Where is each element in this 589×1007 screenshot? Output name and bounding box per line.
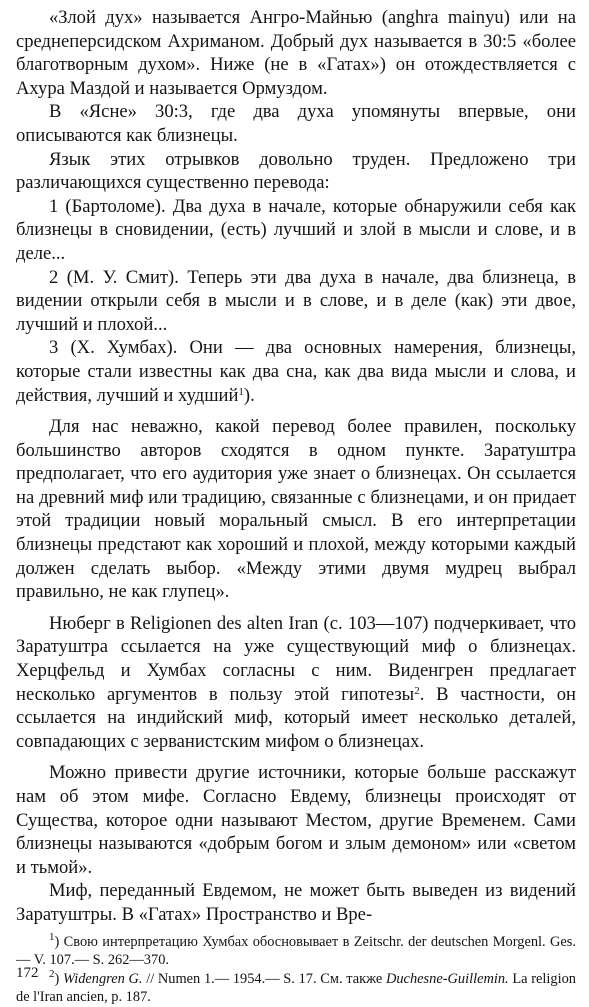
paragraph-nyberg-cont: . В частности, он ссылается на индийский миф, который имеет несколько деталей, совпадающих с зерванистским мифом о близнецах. [16,683,576,752]
translation-3 [16,336,576,407]
footnote-1-mark: 1 [49,930,55,943]
paragraph-3: Язык этих отрывков довольно труден. Предложено три различающихся существенно перевода: [16,148,576,194]
footnote-1: $^1$) Свою интерпретацию Хумбах обосновывает в Zeitschr. der deutschen Morgenl. Ges.— V. 107.— S. 262—370. [16,930,576,969]
paragraph-last: Миф, переданный Евдемом, не может быть выведен из видений Заратуштры. В «Гатах» Пространство и Вре- [16,880,576,925]
footnote-2: $^2$) Widengren G. // Numen 1.— 1954.— S. 17. См. также Duchesne-Guillemin. La religion de l'Iran ancien, p. 187. [16,967,576,1006]
translation-2: 2 (М. У. Смит). Теперь эти два духа в начале, два близнеца, в видении открыли себя в мысли и в слове, и в деле (как) эти двое, лучший и плохой... [16,266,576,335]
footnote-ref-1: 1 [238,385,244,398]
paragraph-nyberg [16,612,576,754]
page-number: 172 [16,965,39,981]
footnote-2-sep: // [142,970,158,987]
paragraph-nyberg-text: Нюберг в Religionen des alten Iran (с. 103—107) подчеркивает, что Заратуштра ссылается на уже существующий миф о близнецах. Херцфельд и Хумбах согласны с ним. Виденгрен предлагает несколько аргументов в пользу этой гипотезы [16,612,576,705]
translation-1: 1 (Бартоломе). Два духа в начале, которые обнаружили себя как близнецы в сновидении, (есть) лучший и злой в мысли и слове, и в деле... [16,195,576,264]
paragraph-1: «Злой дух» называется Ангро-Майнью (anghra mainyu) или на среднеперсидском Ахриманом. Добрый дух называется в 30:5 «более благотворным духом». Ниже (не в «Гатах») он отождествляется с Ахура Маздой и называется Ормуздом. [16,7,576,99]
footnote-2-mark: 2 [49,967,55,980]
footnotes [16,930,576,1007]
page-body [16,6,576,1007]
footnote-2-author2: Duchesne-Guillemin. [385,970,509,987]
footnote-1-text: Свою интерпретацию Хумбах обосновывает в Zeitschr. der deutschen Morgenl. Ges.— V. 107.— S. 262—370. [16,933,576,969]
footnote-ref-2: 2 [414,684,420,697]
footnote-2-text: Numen 1.— 1954.— S. 17. См. также [157,970,386,987]
footnote-2-tail: La religion de l'Iran ancien, p. 187. [16,970,576,1006]
paragraph-twins-myth: Для нас неважно, какой перевод более правилен, поскольку большинство авторов сходятся в одном пункте. Заратуштра предполагает, что его аудитория уже знает о близнецах. Он ссылается на древний миф или традицию, связанные с близнецами, и он придает этой традиции новый моральный смысл. В его интерпретации близнецы предстают как хороший и плохой, между которыми каждый должен сделать выбор. «Между этими двумя мудрец выбрал правильно, не как глупец». [16,416,576,603]
footnote-2-author: Widengren G. [63,970,143,987]
translation-3-text: 3 (Х. Хумбах). Они — два основных намерения, близнецы, которые стали известны как два сна, как два вида мысли и слова, и действия, лучший и худший [16,337,576,406]
translation-3-end: ). [243,384,255,406]
paragraph-2: В «Ясне» 30:3, где два духа упомянуты впервые, они описываются как близнецы. [16,101,576,146]
paragraph-eudemus: Можно привести другие источники, которые больше расскажут нам об этом мифе. Согласно Евдему, близнецы происходят от Существа, которое одни называют Местом, другие Временем. Сами близнецы называются «добрым богом и злым демоном» или «светом и тьмой». [16,762,576,878]
